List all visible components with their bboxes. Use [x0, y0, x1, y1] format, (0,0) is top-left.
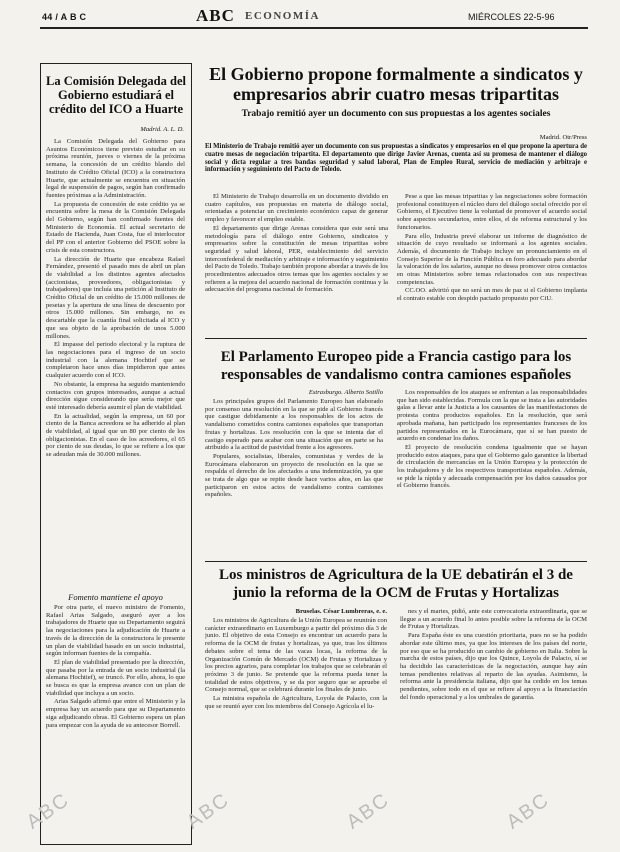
watermark-stamp: ABC: [342, 788, 394, 834]
page-number: 44 / A B C: [42, 12, 87, 22]
sidebar-byline: Madrid. A. L. D.: [140, 126, 184, 133]
article1-col1: [205, 193, 388, 333]
paragraph: La dirección de Huarte que encabeza Rafael Fernández, presentó el pasado mes de abril un plan de viabilidad a los distintos agentes afectados (accionistas, proveedores, obligacionistas y trabajadores) que incluía una petición al Instituto de Crédito Oficial de un crédito de 15.000 millones de pesetas y la apertura de una línea de descuento por otros 15.000 millones. Sin embargo, no es descartable que la cuantía final solicitada al ICO y que sea objeto de la aprobación de unos 5.000 millones.: [46, 255, 185, 340]
article1-headline: El Gobierno propone formalmente a sindicatos y empresarios abrir cuatro mesas tripartitas: [209, 64, 583, 104]
header-rule: [40, 27, 588, 29]
paragraph: La propuesta de concesión de este crédito ya se encuentra sobre la mesa de la Comisión Delegada del Gobierno, según han confirmado fuentes del Ministerio de Economía. El actual secretario de Estado de Hacienda, Juan Costa, fue el interlocutor del PP con el anterior Gobierno del PSOE sobre la crisis de esta constructora.: [46, 200, 185, 254]
section-title: ECONOMÍA: [245, 10, 320, 22]
masthead-logo: ABC: [196, 6, 235, 25]
article3-col2: [400, 608, 587, 843]
watermark-stamp: ABC: [182, 788, 234, 834]
paragraph: Por otra parte, el nuevo ministro de Fomento, Rafael Arias Salgado, aseguró ayer a los trabajadores de Huarte que su Departamento seguirá las negociaciones para la adjudicación de Huarte a través de la dirección de la constructora le presente un plan de viabilidad basado en un socio industrial, según informan fuentes de la compañía.: [46, 604, 185, 658]
paragraph: El proyecto de resolución condena igualmente que se hayan producido estos ataques, para que el Gobierno galo garantice la libertad de circulación de mercancías en la Unión Europea y la protección de los trabajadores y de los respectivos transportistas españoles. Además, se pide la rápida y adecuada compensación por los daños causados por el Gobierno francés.: [397, 443, 587, 490]
article3-byline: Bruselas. César Lumbreras, e. e.: [295, 608, 387, 615]
article1-subheadline: Trabajo remitió ayer un documento con sus propuestas a los agentes sociales: [241, 109, 551, 119]
sidebar-body: [46, 138, 185, 589]
article1-lead: El Ministerio de Trabajo remitió ayer un documento con sus propuestas a sindicatos y empresarios en el que propone la apertura de cuatro mesas de negociación tripartita. El departamento que dirige Javier Arenas, cuenta así su promesa de mantener el diálogo social y dicta regular a tres bandas seguridad y salud laboral, Plan de Empleo Rural, servicio de mediación y arbitraje e información y seguimiento del Pacto de Toledo.: [205, 143, 587, 174]
article3-headline: Los ministros de Agricultura de la UE debatirán el 3 de junio la reforma de la OCM de Frutas y Hortalizas: [219, 567, 573, 601]
article1-byline: Madrid. Otr/Press: [539, 134, 587, 141]
article1-col2: [397, 193, 587, 333]
article2-col2: [397, 389, 587, 556]
sidebar-subhead: Fomento mantiene el apoyo: [68, 592, 163, 602]
article2-headline: El Parlamento Europeo pide a Francia castigo para los responsables de vandalismo contra camiones españoles: [220, 349, 572, 383]
paragraph: El Ministerio de Trabajo desarrolla en un documento dividido en cuatro capítulos, sus propuestas en materia de diálogo social, orientadas a potenciar un crecimiento económico capaz de generar empleo y favorecer el empleo estable.: [205, 193, 388, 224]
paragraph: Los responsables de los ataques se enfrentan a las responsabilidades que han sido establecidas. Formula con la que se insta a las autoridades galas a llevar ante la Justicia a los causantes de las manifestaciones de protesta contra productos españoles. En la resolución, que será aprobada mañana, han participado los representantes franceses de los partidos representados en la Eurocámara, que sí se han puesto de acuerdo en condenar los daños.: [397, 389, 587, 443]
paragraph: CC.OO. advirtió que no será un mes de paz si el Gobierno implanta el contrato estable con despido pactado propuesto por CiU.: [397, 287, 587, 303]
paragraph: En la actualidad, según la empresa, un 60 por ciento de la Banca acreedora se ha adherido al plan de viabilidad, al igual que un 80 por ciento de los obligacionistas. En el caso de los acreedores, el 65 por ciento de sus deudas, lo que se refiere a los que se adeudan más de 30.000 millones.: [46, 412, 185, 459]
paragraph: No obstante, la empresa ha seguido manteniendo contactos con grupos interesados, aunque a actual dirección sigue considerando que sería mejor que esté interesado debería asumir el plan de viabilidad.: [46, 380, 185, 411]
paragraph: El plan de viabilidad presentado por la dirección, que pasaba por la entrada de un socio industrial (la alemana Hochtief), se truncó. Por ello, ahora, lo que se busca es que la empresa avance con un plan de viabilidad que incluya a un socio.: [46, 658, 185, 697]
article-divider: [205, 561, 587, 562]
paragraph: Los principales grupos del Parlamento Europeo han elaborado por consenso una resolución en la que se pide al Gobierno francés que castigue debidamente a los responsables de los actos de vandalismo cometidos contra camiones españoles que transportan frutas y hortalizas. Los resolución con la que se intenta dar el castigo esperado para acabar con una situación que en parte se ha atribuido a la actitud de pasividad frente a los agresores.: [205, 398, 383, 452]
paragraph: Los ministros de Agricultura de la Unión Europea se reunirán con carácter extraordinario en Luxemburgo a partir del próximo día 3 de junio. El objetivo de esta Consejo es encontrar un acuerdo para la reforma de la OCM de frutas y hortalizas, ya que, tras los últimos debates sobre el tema de las vacas locas, la reforma de la Organización Común de Mercado (OCM) de Frutas y Hortalizas y los precios agrarios, para completar los trabajos que se celebrarán el próximo 3 de junio. Se pretende que la reforma pueda tener la totalidad de estos objetivos, y se da por seguro que se apruebe el Consejo normal, que se celebrará durante los finales de junio.: [205, 617, 387, 694]
paragraph: Arias Salgado afirmó que entre el Ministerio y la empresa hay un acuerdo para que su Departamento siga adjudicando obras. El Gobierno espera un plan para empezar con la ayuda de su antecesor Borrell.: [46, 698, 185, 729]
watermark-stamp: ABC: [22, 788, 74, 834]
issue-date: MIÉRCOLES 22-5-96: [468, 12, 555, 22]
paragraph: El departamento que dirige Arenas considera que este será una metodología para el diálogo entre Gobierno, sindicatos y empresarios sobre la constitución de mesas tripartitas sobre seguridad y salud laboral, PER, establecimiento del servicio interconfederal de mediación y arbitraje e información y seguimiento del Pacto de Toledo. Trabajo también propone abordar a través de los procedimientos adecuados otros temas que los agentes sociales y se refieren a la mejora del acuerdo nacional de formación continua y la adecuación del programa nacional de formación.: [205, 224, 388, 294]
paragraph: El impasse del periodo electoral y la ruptura de las negociaciones para el ingreso de un socio industrial con la alemana Hochtief que se completaron hace unos días impidieron que antes cualquier acuerdo con el ICO.: [46, 341, 185, 380]
article2-byline: Estrasburgo. Alberto Sotillo: [308, 389, 383, 396]
sidebar-headline: La Comisión Delegada del Gobierno estudiará el crédito del ICO a Huarte: [46, 74, 186, 116]
paragraph: Para España éste es una cuestión prioritaria, pues no se ha podido abordar este último mes, ya que los intereses de los países del norte, por eso que se ha producido un cambio de gobierno en Italia. Sobre la marcha de estos países, dijo que los Quince, Loyola de Palacio, sí se ha decidido las características de la negociación, aunque hay aún temas pendientes relativas al reparto de las ayudas. Asimismo, la reforma ante la presidencia italiana, dijo que ha cedido en los temas pendientes, sobre todo en el que se refiere al apoyo a la financiación del fondo operacional y a los umbrales de garantía.: [400, 632, 587, 701]
paragraph: Populares, socialistas, liberales, comunistas y verdes de la Eurocámara elaboraron un proyecto de resolución en la que se respalda el derecho de los afectados a una indemnización, ya que se trata de algo que se repite desde hace varios años, en las que participaron en estos actos de vandalismo contra camiones españoles.: [205, 452, 383, 499]
paragraph: La ministra española de Agricultura, Loyola de Palacio, con la que se reunió ayer con los miembros del Consejo Agrícola el lu-: [205, 695, 387, 710]
paragraph: Pese a que las mesas tripartitas y las negociaciones sobre formación profesional constituyen el núcleo duro del diálogo social ofrecido por el Gobierno, el Ejecutivo tiene la voluntad de promover el acuerdo social sobre aspectos secundarios, entre ellos, el de reforma estructural y los funcionarios.: [397, 193, 587, 231]
paragraph: La Comisión Delegada del Gobierno para Asuntos Económicos tiene previsto estudiar en su próxima reunión, jueves o viernes de la próxima semana, la concesión de un crédito blando del Instituto de Crédito Oficial (ICO) a la constructora Huarte, que actualmente se encuentra en situación legal de suspensión de pagos, según han confirmado fuentes próximas a la Administración.: [46, 138, 185, 199]
paragraph: Para ello, Industria prevé elaborar un informe de diagnóstico de situación de cuyo resultado se informará a los agentes sociales. Además, el documento de Trabajo incluye un pronunciamiento en el Consejo Superior de la Función Pública en foro adecuado para abordar la valoración de los salarios, aunque no desea promover otros contactos en otras Ministerios sobre temas relacionados con sus respectivas competencias.: [397, 232, 587, 286]
article2-col1: [205, 398, 383, 556]
watermark-stamp: ABC: [502, 788, 554, 834]
article-divider: [205, 338, 587, 339]
paragraph: nes y el martes, pidió, ante este convocatoria extraordinaria, que se llegue a un acuerdo final lo antes posible sobre la reforma de la OCM de Frutas y Hortalizas.: [400, 608, 587, 631]
